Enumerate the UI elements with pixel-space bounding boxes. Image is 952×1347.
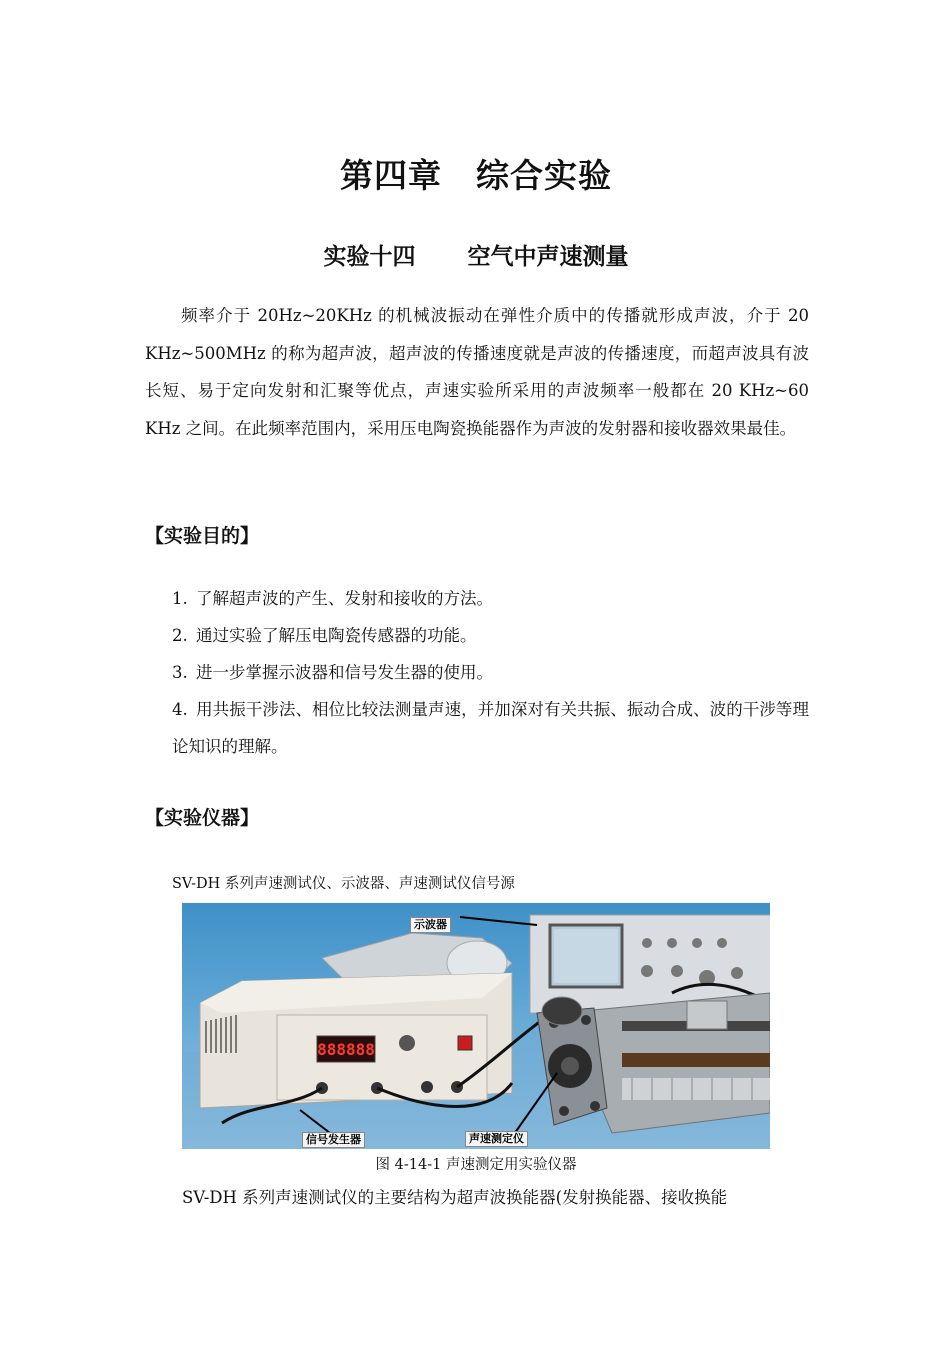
list-item — [172, 691, 809, 765]
list-item-number: 4. — [172, 700, 188, 719]
sound-velocity-meter-label: 声速测定仪 — [465, 1131, 528, 1147]
list-item-number: 3. — [172, 663, 188, 682]
list-item-number: 2. — [172, 626, 188, 645]
chapter-title: 第四章 综合实验 — [340, 156, 612, 195]
figure-caption: 图 4-14-1 声速测定用实验仪器 — [375, 1157, 577, 1173]
objectives-list — [172, 580, 809, 765]
experiment-name: 空气中声速测量 — [467, 244, 629, 270]
body-text-continued: SV-DH 系列声速测试仪的主要结构为超声波换能器(发射换能器、接收换能 — [182, 1188, 728, 1207]
list-item-text: 进一步掌握示波器和信号发生器的使用。 — [196, 663, 493, 682]
instruments-photo-drawing — [182, 903, 770, 1149]
list-item-text: 通过实验了解压电陶瓷传感器的功能。 — [196, 626, 477, 645]
list-item — [172, 654, 809, 691]
signal-generator-label: 信号发生器 — [302, 1132, 365, 1148]
instruments-line: SV-DH 系列声速测试仪、示波器、声速测试仪信号源 — [172, 876, 515, 892]
list-item-text: 了解超声波的产生、发射和接收的方法。 — [196, 589, 493, 608]
list-item-number: 1. — [172, 589, 188, 608]
list-item-text: 用共振干涉法、相位比较法测量声速，并加深对有关共振、振动合成、波的干涉等理论知识的理解。 — [172, 700, 809, 756]
instruments-photo — [182, 903, 770, 1149]
led-display: 888888 — [317, 1040, 375, 1059]
objectives-heading: 【实验目的】 — [145, 525, 260, 547]
instruments-heading: 【实验仪器】 — [145, 807, 260, 829]
intro-paragraph: 频率介于 20Hz~20KHz 的机械波振动在弹性介质中的传播就形成声波，介于 20 KHz~500MHz 的称为超声波，超声波的传播速度就是声波的传播速度，而超声波具有波长短、易于定向发射和汇聚等优点，声速实验所采用的声波频率一般都在 20 KHz~60 KHz 之间。在此频率范围内，采用压电陶瓷换能器作为声波的发射器和接收器效果最佳。 — [145, 306, 809, 438]
experiment-title — [0, 238, 952, 271]
oscilloscope-label: 示波器 — [410, 917, 451, 933]
experiment-number: 实验十四 — [323, 244, 416, 270]
list-item — [172, 580, 809, 617]
list-item — [172, 617, 809, 654]
